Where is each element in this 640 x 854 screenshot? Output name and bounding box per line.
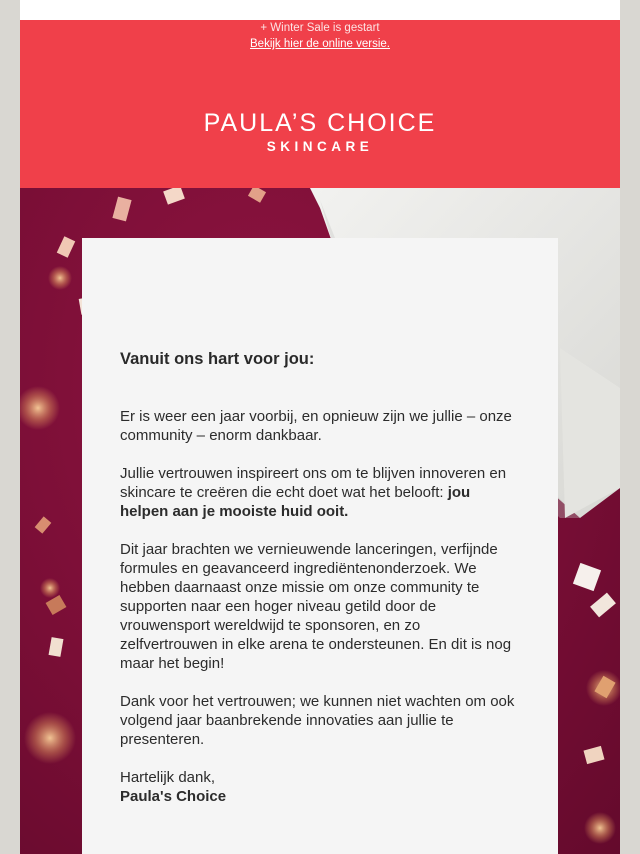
hero-banner [20,188,620,854]
logo-wordmark: PAULA’S CHOICE [203,109,437,137]
letter-body [120,350,520,806]
online-version-link[interactable]: Bekijk hier de online versie. [250,38,390,50]
letter-paragraph-2-emphasis: jou helpen aan je mooiste huid ooit. [120,484,471,520]
letter-paragraph-3: Dit jaar brachten we vernieuwende lanceringen, verfijnde formules en geavanceerd ingrediëntenonderzoek. We hebben daarnaast onze missie om onze community te supporten naar een hoger niveau getild door de vrouwensport wereldwijd te sponsoren, en zo zelfvertrouwen in elke arena te ondersteunen. En dit is nog maar het begin! [120,541,512,672]
email-header [20,20,620,188]
preheader-text: + Winter Sale is gestart [260,22,380,34]
logo-subtitle: SKINCARE [266,139,374,154]
letter-paragraph-4: Dank voor het vertrouwen; we kunnen niet wachten om ook volgend jaar baanbrekende innovaties aan jullie te presenteren. [120,693,515,748]
brand-logo[interactable] [20,108,620,156]
letter-paragraph-2 [120,464,520,521]
letter-paragraph-2-text: Jullie vertrouwen inspireert ons om te blijven innoveren en skincare te creëren die echt doet wat het belooft: [120,465,507,501]
letter-card [82,238,558,854]
letter-signature: Paula's Choice [120,788,227,805]
letter-paragraph-1: Er is weer een jaar voorbij, en opnieuw zijn we jullie – onze community – enorm dankbaar. [120,408,512,444]
letter-closing: Hartelijk dank, [120,769,216,786]
email-container [20,0,620,854]
letter-heading: Vanuit ons hart voor jou: [120,350,315,368]
top-bar [20,0,620,20]
